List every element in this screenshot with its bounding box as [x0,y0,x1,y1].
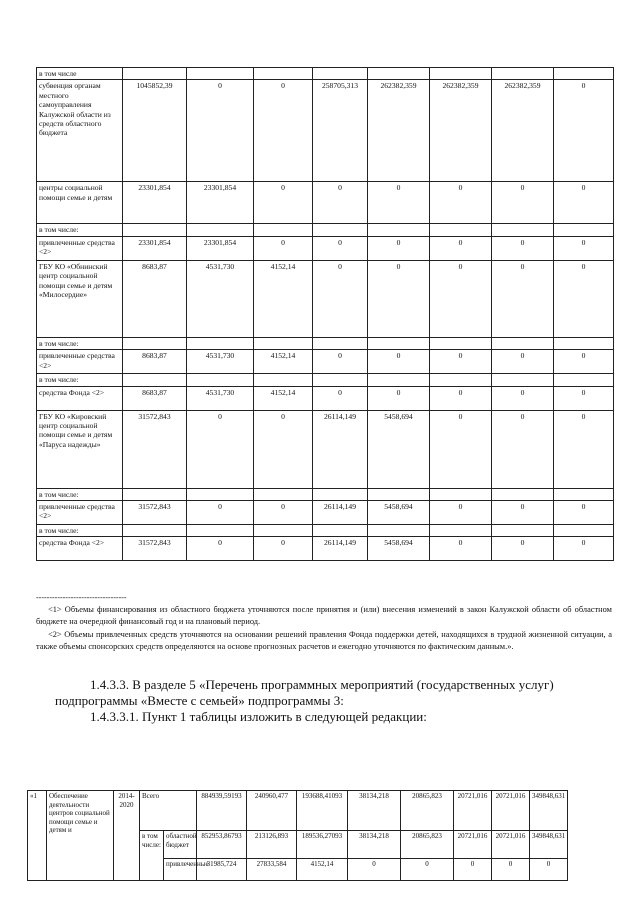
row-value [123,68,187,80]
budget-value: 20865,823 [401,831,454,859]
row-value [430,488,492,500]
row-value: 0 [492,350,554,374]
row-value: 31572,843 [123,410,187,488]
row-value [187,374,254,386]
row-value: 0 [492,410,554,488]
row-value [187,488,254,500]
row-value: 0 [187,80,254,182]
row-label: в том числе [37,68,123,80]
row-value: 0 [254,410,313,488]
subheader-row [37,224,614,236]
row-value: 0 [492,260,554,337]
row-label: привлеченные средства <2> [37,501,123,525]
row-value: 0 [430,260,492,337]
footnote-separator: ---------------------------------- [36,593,127,602]
row-value [123,374,187,386]
attracted-value: 0 [454,859,492,881]
row-value: 5458,694 [368,501,430,525]
row-value: 5458,694 [368,410,430,488]
row-value: 262382,359 [492,80,554,182]
row-value: 0 [368,350,430,374]
row-value: 23301,854 [123,182,187,224]
row-label: в том числе: [37,224,123,236]
row-label: ГБУ КО «Кировский центр социальной помощи семье и детям «Паруса надежды» [37,410,123,488]
row-value: 0 [430,182,492,224]
row-label: в том числе: [37,374,123,386]
regional-budget-label: областной бюджет [164,831,197,859]
row-value: 0 [368,182,430,224]
row-value: 0 [313,182,368,224]
row-value: 4152,14 [254,260,313,337]
row-value: 0 [254,236,313,260]
row-value: 23301,854 [187,182,254,224]
total-value: 38134,218 [348,791,401,831]
activity-name: Обеспечение деятельности центров социальной помощи семье и детям и [47,791,114,881]
row-value [254,337,313,349]
subheader-row [37,374,614,386]
attracted-value: 4152,14 [297,859,348,881]
row-value: 0 [313,236,368,260]
table-row [37,350,614,374]
attracted-value: 0 [492,859,530,881]
attracted-funds-label: привлеченные [164,859,197,881]
row-value [368,525,430,537]
budget-value: 20721,016 [492,831,530,859]
row-value: 0 [368,236,430,260]
section-heading: 1.4.3.3. В разделе 5 «Перечень программных мероприятий (государственных услуг) [90,677,554,692]
row-value [554,525,614,537]
total-value: 20721,016 [454,791,492,831]
row-value [313,68,368,80]
row-value: 0 [187,501,254,525]
row-value [187,68,254,80]
years: 2014-2020 [114,791,140,881]
budget-value: 852953,86793 [197,831,247,859]
row-value: 0 [368,386,430,410]
row-value: 0 [313,260,368,337]
row-value: 0 [554,386,614,410]
total-value: 349848,631 [530,791,568,831]
row-value [492,337,554,349]
total-label: Всего [140,791,197,831]
attracted-value: 31985,724 [197,859,247,881]
row-value: 0 [313,350,368,374]
row-value: 4531,730 [187,386,254,410]
row-value: 0 [554,236,614,260]
row-value: 0 [554,80,614,182]
row-value: 0 [430,410,492,488]
row-value: 5458,694 [368,537,430,561]
total-value: 20865,823 [401,791,454,831]
budget-value: 20721,016 [454,831,492,859]
row-value [187,224,254,236]
row-value [554,68,614,80]
section-heading-cont: подпрограммы «Вместе с семьей» подпрограммы 3: [55,693,344,708]
row-value [368,374,430,386]
row-value [554,224,614,236]
row-value [554,374,614,386]
row-value: 0 [554,537,614,561]
row-value [554,337,614,349]
footnote-1: <1> Объемы финансирования из областного бюджета уточняются после принятия и (или) внесения изменений в закон Калужской области об областном бюджете на очередной финансовый год и на плановый период. [36,605,612,626]
row-value: 8683,87 [123,386,187,410]
row-value: 0 [368,260,430,337]
table-row [37,410,614,488]
row-value [123,488,187,500]
table-row [37,182,614,224]
program-measures-table [27,790,622,881]
row-value: 0 [554,182,614,224]
row-value [492,68,554,80]
row-value: 26114,149 [313,410,368,488]
row-value [254,374,313,386]
row-value: 262382,359 [368,80,430,182]
row-value: 1045852,39 [123,80,187,182]
row-value: 4531,730 [187,260,254,337]
table-row [37,386,614,410]
row-value: 4152,14 [254,386,313,410]
row-value [254,525,313,537]
row-label: привлеченные средства <2> [37,236,123,260]
row-value [554,488,614,500]
subheader-row [37,525,614,537]
row-value: 0 [187,537,254,561]
row-value [492,374,554,386]
row-label: в том числе: [37,337,123,349]
row-value: 0 [430,236,492,260]
row-value [430,525,492,537]
row-value: 0 [492,182,554,224]
row-value [492,525,554,537]
row-value [187,525,254,537]
row-number: «1 [28,791,47,881]
row-value [254,68,313,80]
subheader-row [37,488,614,500]
row-value [313,374,368,386]
row-value [368,488,430,500]
row-value: 258705,313 [313,80,368,182]
row-value: 23301,854 [187,236,254,260]
row-value: 0 [492,236,554,260]
row-value: 0 [554,501,614,525]
row-value: 0 [430,501,492,525]
budget-value: 189536,27093 [297,831,348,859]
financing-table [36,67,614,561]
attracted-value: 0 [530,859,568,881]
row-value: 0 [187,410,254,488]
row-value: 26114,149 [313,537,368,561]
row-value [430,68,492,80]
item-heading: 1.4.3.3.1. Пункт 1 таблицы изложить в следующей редакции: [90,709,427,724]
row-value: 31572,843 [123,537,187,561]
row-value [313,224,368,236]
row-value: 0 [430,386,492,410]
table-row [37,80,614,182]
row-value [123,224,187,236]
attracted-value: 0 [348,859,401,881]
row-value: 262382,359 [430,80,492,182]
row-value: 8683,87 [123,260,187,337]
row-value [492,488,554,500]
row-value [368,337,430,349]
total-value: 20721,016 [492,791,530,831]
row-value [430,337,492,349]
row-value [430,374,492,386]
budget-value: 213126,893 [247,831,297,859]
row-value: 8683,87 [123,350,187,374]
total-value: 240960,477 [247,791,297,831]
row-value: 4152,14 [254,350,313,374]
total-value: 884939,59193 [197,791,247,831]
table-row [37,260,614,337]
row-value [313,488,368,500]
row-value [254,488,313,500]
row-value: 0 [254,80,313,182]
table-row [37,537,614,561]
subheader-row [37,337,614,349]
attracted-value: 27833,584 [247,859,297,881]
row-value [123,337,187,349]
row-value [187,337,254,349]
row-label: субвенция органам местного самоуправления Калужской области из средств областного бюджета [37,80,123,182]
row-value: 0 [554,260,614,337]
row-value [368,224,430,236]
row-value [313,525,368,537]
row-label: в том числе: [37,525,123,537]
total-value: 193688,41093 [297,791,348,831]
row-value: 0 [254,537,313,561]
row-label: в том числе: [37,488,123,500]
row-value [368,68,430,80]
row-value: 31572,843 [123,501,187,525]
row-value: 0 [554,410,614,488]
row-value [254,224,313,236]
table-row [37,501,614,525]
row-label: привлеченные средства <2> [37,350,123,374]
row-label: центры социальной помощи семье и детям [37,182,123,224]
row-value [313,337,368,349]
row-value: 0 [492,537,554,561]
row-label: средства Фонда <2> [37,386,123,410]
row-value [123,525,187,537]
row-value: 0 [254,501,313,525]
row-value: 0 [313,386,368,410]
row-label: средства Фонда <2> [37,537,123,561]
row-label: ГБУ КО «Обнинский центр социальной помощи семье и детям «Милосердие» [37,260,123,337]
table-row [37,236,614,260]
attracted-value: 0 [401,859,454,881]
row-value: 0 [492,501,554,525]
row-value: 0 [430,537,492,561]
footnote-2: <2> Объемы привлеченных средств уточняются на основании решений правления Фонда поддержки детей, находящихся в трудной жизненной ситуации, а также объемы спонсорских средств определяются на основе прогнозных расчетов и ежегодно уточняются по фактическим данным.». [36,630,612,651]
row-value [492,224,554,236]
row-value: 26114,149 [313,501,368,525]
in-that-number-label: в том числе: [140,831,164,881]
row-value: 0 [492,386,554,410]
row-value: 0 [430,350,492,374]
row-value [430,224,492,236]
row-value: 0 [254,182,313,224]
subheader-row [37,68,614,80]
budget-value: 38134,218 [348,831,401,859]
row-value: 0 [554,350,614,374]
row-value: 23301,854 [123,236,187,260]
row-value: 4531,730 [187,350,254,374]
budget-value: 349848,631 [530,831,568,859]
